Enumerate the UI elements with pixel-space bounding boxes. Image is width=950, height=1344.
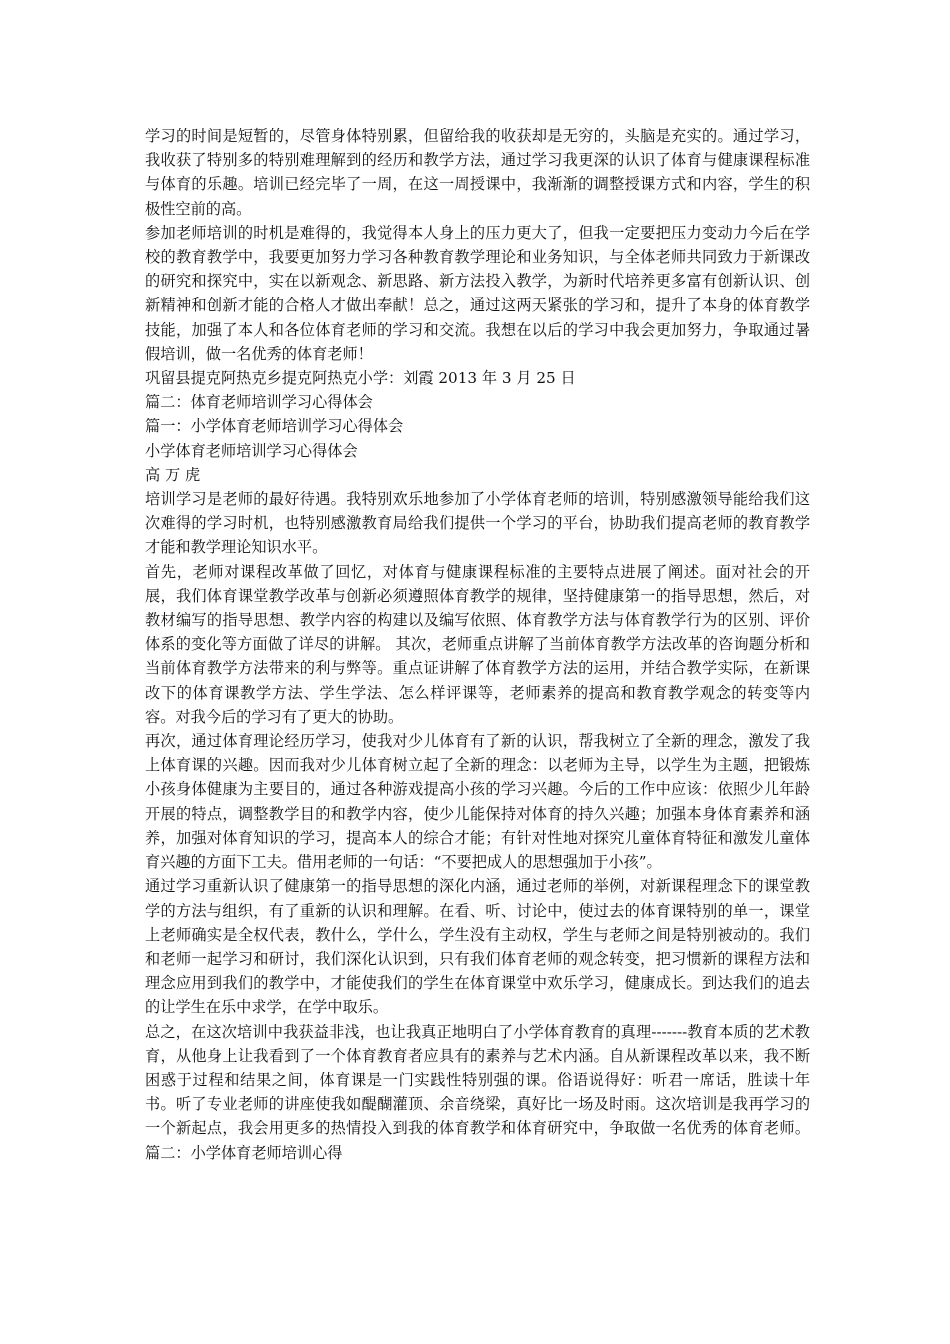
paragraph-introduction: 培训学习是老师的最好待遇。我特别欢乐地参加了小学体育老师的培训，特别感激领导能给我们这次难得的学习时机，也特别感激教育局给我们提供一个学习的平台，协助我们提高老师的教育教学才能和教学理论知识水平。 — [145, 490, 810, 557]
paragraph-training-opportunity: 参加老师培训的时机是难得的，我觉得本人身上的压力更大了，但我一定要把压力变动力今后在学校的教育教学中，我要更加努力学习各种教育教学理论和业务知识，与全体老师共同致力于新课改的研究和探究中，实在以新观念、新思路、新方法投入教学，为新时代培养更多富有创新认识、创新精神和创新才能的合格人才做出奉献！总之，通过这两天紧张的学习和，提升了本身的体育教学技能，加强了本人和各位体育老师的学习和交流。我想在以后的学习中我会更加努力，争取通过暑假培训，做一名优秀的体育老师！ — [145, 223, 810, 363]
paragraph-third: 再次，通过体育理论经历学习，使我对少儿体育有了新的认识，帮我树立了全新的理念，激发了我上体育课的兴趣。因而我对少儿体育树立起了全新的理念：以老师为主导，以学生为主题，把锻炼小孩身体健康为主要目的，通过各种游戏提高小孩的学习兴趣。今后的工作中应该：依照少儿年龄开展的特点，调整教学目的和教学内容，使少儿能保持对体育的持久兴趣；加强本身体育素养和涵养，加强对体育知识的学习，提高本人的综合才能；有针对性地对探究儿童体育特征和激发儿童体育兴趣的方面下工夫。借用老师的一句话：“不要把成人的思想强加于小孩”。 — [145, 732, 810, 872]
document-page — [145, 124, 810, 1165]
author-signature-line: 巩留县提克阿热克乡提克阿热克小学：刘霞 2013 年 3 月 25 日 — [145, 369, 576, 388]
paragraph-conclusion: 总之，在这次培训中我获益非浅，也让我真正地明白了小学体育教育的真理-------教育本质的艺术教育，从他身上让我看到了一个体育教育者应具有的素养与艺术内涵。自从新课程改革以来，我不断困惑于过程和结果之间，体育课是一门实践性特别强的课。俗语说得好：听君一席话，胜读十年书。听了专业老师的讲座使我如醍醐灌顶、余音绕梁，真好比一场及时雨。这次培训是我再学习的一个新起点，我会用更多的热情投入到我的体育教学和体育研究中，争取做一名优秀的体育老师。篇二：小学体育老师培训心得 — [145, 1022, 810, 1162]
paragraph-health-first: 通过学习重新认识了健康第一的指导思想的深化内涵，通过老师的举例，对新课程理念下的课堂教学的方法与组织，有了重新的认识和理解。在看、听、讨论中，使过去的体育课特别的单一，课堂上老师确实是全权代表，教什么，学什么，学生没有主动权，学生与老师之间是特别被动的。我们和老师一起学习和研讨，我们深化认识到，只有我们体育老师的观念转变，把习惯新的课程方法和理念应用到我们的教学中，才能使我们的学生在体育课堂中欢乐学习，健康成长。到达我们的追去的让学生在乐中求学，在学中取乐。 — [145, 877, 810, 1017]
section-heading-part-one: 篇一：小学体育老师培训学习心得体会 — [145, 417, 404, 436]
paragraph-study-reflection: 学习的时间是短暂的，尽管身体特别累，但留给我的收获却是无穷的，头脑是充实的。通过学习，我收获了特别多的特别难理解到的经历和教学方法，通过学习我更深的认识了体育与健康课程标准与体育的乐趣。培训已经完毕了一周，在这一周授课中，我渐渐的调整授课方式和内容，学生的积极性空前的高。 — [145, 127, 810, 218]
article-author: 高 万 虎 — [145, 465, 201, 484]
article-title: 小学体育老师培训学习心得体会 — [145, 441, 358, 460]
paragraph-first-second: 首先，老师对课程改革做了回忆，对体育与健康课程标准的主要特点进展了阐述。面对社会的开展，我们体育课堂教学改革与创新必须遵照体育教学的规律，坚持健康第一的指导思想，然后，对教材编写的指导思想、教学内容的构建以及编写依照、体育教学方法与体育教学行为的区别、评价体系的变化等方面做了详尽的讲解。 其次，老师重点讲解了当前体育教学方法改革的咨询题分析和当前体育教学方法带来的利与弊等。重点证讲解了体育教学方法的运用，并结合教学实际，在新课改下的体育课教学方法、学生学法、怎么样评课等，老师素养的提高和教育教学观念的转变等内容。对我今后的学习有了更大的协助。 — [145, 562, 810, 726]
section-heading-part-two: 篇二：体育老师培训学习心得体会 — [145, 393, 373, 412]
